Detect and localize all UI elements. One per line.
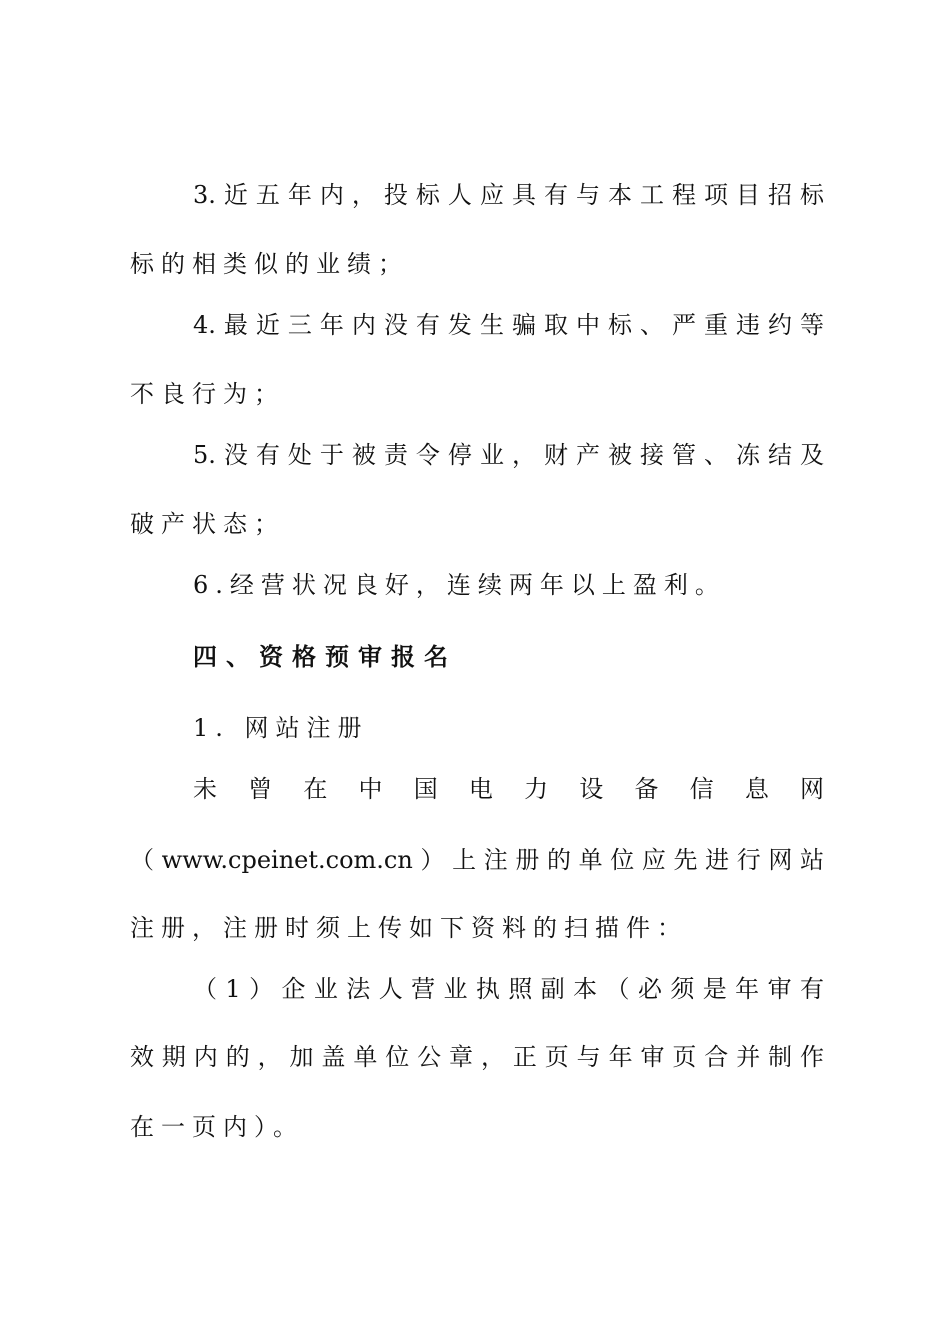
item-1-line-2: 效期内的，加盖单位公章，正页与年审页合并制作 (130, 1043, 824, 1071)
paragraph-5-line-2: 破产状态； (130, 510, 285, 538)
section-heading: 四、资格预审报名 (193, 642, 457, 671)
registration-line-2: （www.cpeinet.com.cn）上注册的单位应先进行网站 (130, 846, 824, 874)
registration-line-3: 注册，注册时须上传如下资料的扫描件： (130, 914, 688, 942)
item-1-line-1: （1）企业法人营业执照副本（必须是年审有 (193, 975, 824, 1003)
item-1-line-3: 在一页内）。 (130, 1113, 304, 1141)
subsection-website-registration: 1. 网站注册 (193, 714, 369, 742)
paragraph-4-line-1: 4.最近三年内没有发生骗取中标、严重违约等 (193, 311, 824, 339)
paragraph-4-line-2: 不良行为； (130, 380, 285, 408)
paragraph-6: 6.经营状况良好，连续两年以上盈利。 (193, 571, 726, 599)
paragraph-3-line-1: 3.近五年内，投标人应具有与本工程项目招标 (193, 181, 824, 209)
paragraph-5-line-1: 5.没有处于被责令停业，财产被接管、冻结及 (193, 441, 824, 469)
registration-line-1: 未曾在中国电力设备信息网 (193, 775, 824, 803)
paragraph-3-line-2: 标的相类似的业绩； (130, 250, 409, 278)
